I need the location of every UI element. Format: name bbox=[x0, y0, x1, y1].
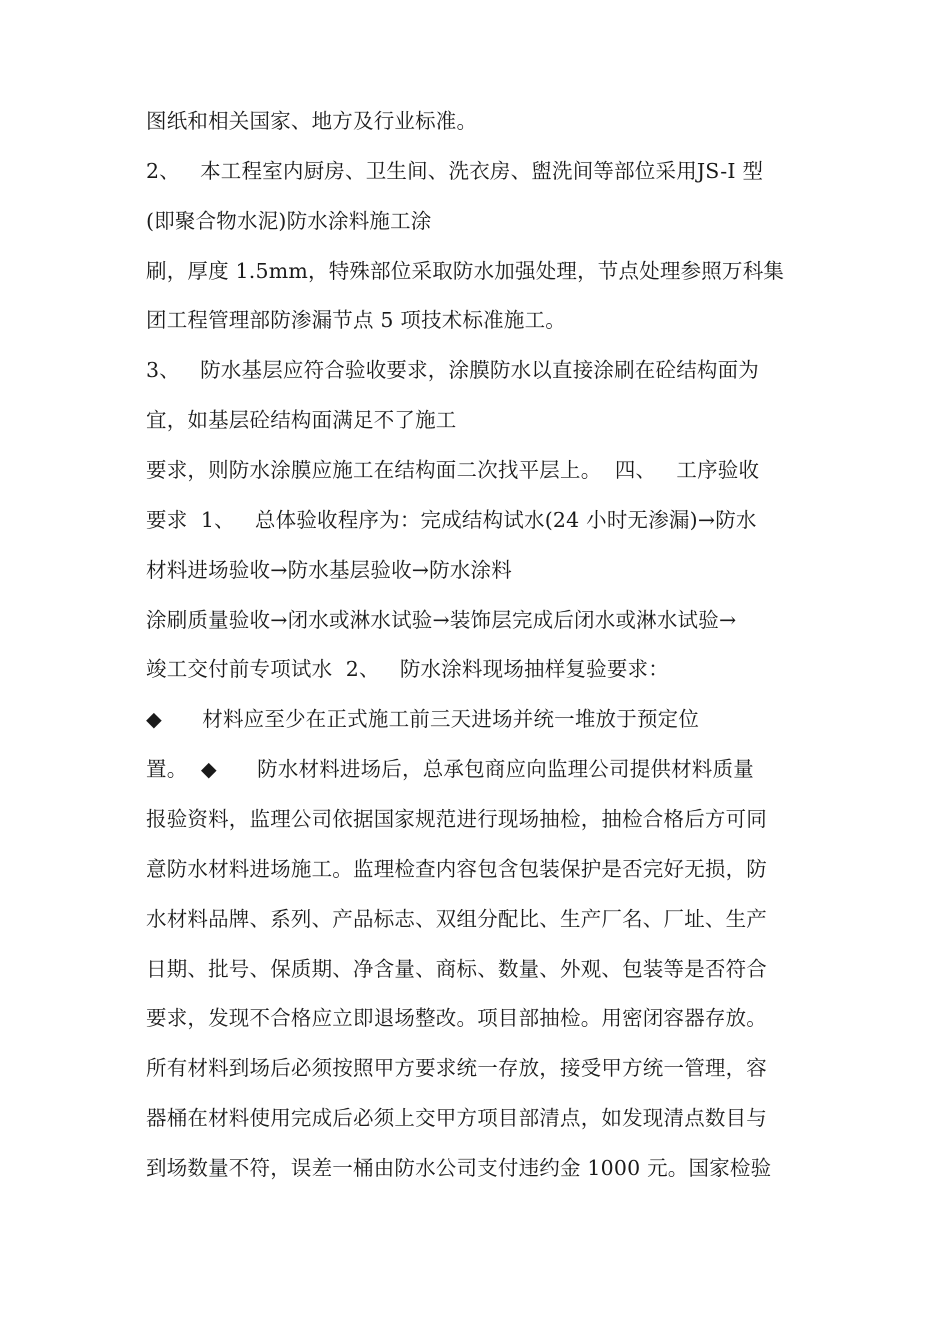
text-line: 2、 本工程室内厨房、卫生间、洗衣房、盥洗间等部位采用JS-I 型 bbox=[146, 159, 764, 183]
text-line: 涂刷质量验收→闭水或淋水试验→装饰层完成后闭水或淋水试验→ bbox=[146, 608, 737, 632]
text-line: 刷，厚度 1.5mm，特殊部位采取防水加强处理，节点处理参照万科集 bbox=[146, 259, 785, 283]
text-line: 日期、批号、保质期、净含量、商标、数量、外观、包装等是否符合 bbox=[146, 957, 767, 981]
text-line: 意防水材料进场施工。监理检查内容包含包装保护是否完好无损，防 bbox=[146, 857, 767, 881]
text-line: 要求 1、 总体验收程序为：完成结构试水(24 小时无渗漏)→防水 bbox=[146, 508, 757, 532]
text-line: 竣工交付前专项试水 2、 防水涂料现场抽样复验要求： bbox=[146, 657, 669, 681]
text-line: 到场数量不符，误差一桶由防水公司支付违约金 1000 元。国家检验 bbox=[146, 1156, 772, 1180]
text-line: 宜，如基层砼结构面满足不了施工 bbox=[146, 408, 457, 432]
text-line: (即聚合物水泥)防水涂料施工涂 bbox=[146, 209, 432, 233]
text-line: 要求，则防水涂膜应施工在结构面二次找平层上。 四、 工序验收 bbox=[146, 458, 760, 482]
text-line: ◆ 材料应至少在正式施工前三天进场并统一堆放于预定位 bbox=[146, 707, 700, 731]
text-line: 3、 防水基层应符合验收要求，涂膜防水以直接涂刷在砼结构面为 bbox=[146, 358, 759, 382]
text-line: 材料进场验收→防水基层验收→防水涂料 bbox=[146, 558, 512, 582]
text-line: 置。 ◆ 防水材料进场后，总承包商应向监理公司提供材料质量 bbox=[146, 757, 754, 781]
text-line: 报验资料，监理公司依据国家规范进行现场抽检，抽检合格后方可同 bbox=[146, 807, 767, 831]
text-line: 团工程管理部防渗漏节点 5 项技术标准施工。 bbox=[146, 308, 566, 332]
text-line: 图纸和相关国家、地方及行业标准。 bbox=[146, 109, 478, 133]
text-line: 要求，发现不合格应立即退场整改。项目部抽检。用密闭容器存放。 bbox=[146, 1006, 767, 1030]
text-line: 器桶在材料使用完成后必须上交甲方项目部清点，如发现清点数目与 bbox=[146, 1106, 767, 1130]
text-line: 所有材料到场后必须按照甲方要求统一存放，接受甲方统一管理，容 bbox=[146, 1056, 767, 1080]
text-line: 水材料品牌、系列、产品标志、双组分配比、生产厂名、厂址、生产 bbox=[146, 907, 767, 931]
